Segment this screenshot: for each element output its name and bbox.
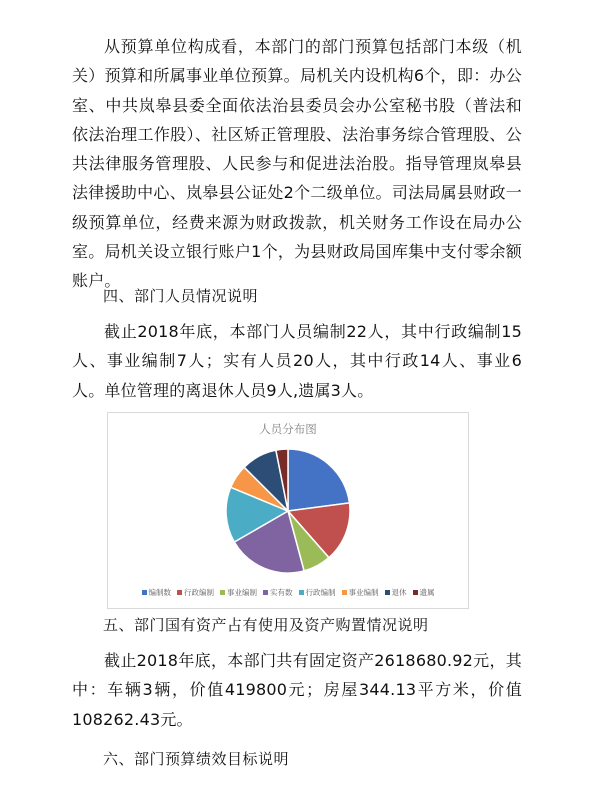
section-heading-assets: 五、部门国有资产占有使用及资产购置情况说明 [103, 616, 429, 634]
paragraph-assets: 截止2018年底，本部门共有固定资产2618680.92元，其中：车辆3辆，价值419800元；房屋344.13平方米，价值108262.43元。 [72, 651, 522, 729]
legend-label: 实有数 [270, 588, 293, 597]
legend-label: 退休 [391, 588, 407, 597]
legend-item-7 [413, 587, 435, 598]
pie-slice-0 [288, 449, 349, 511]
legend-swatch [142, 590, 147, 595]
chart-legend [108, 587, 468, 598]
legend-swatch [342, 590, 347, 595]
chart-title: 人员分布图 [259, 422, 317, 436]
paragraph-budget-units: 从预算单位构成看，本部门的部门预算包括部门本级（机关）预算和所属事业单位预算。局机关内设机构6个，即：办公室、中共岚皋县委全面依法治县委员会办公室秘书股（普法和依法治理工作股）、社区矫正管理股、法治事务综合管理股、公共法律服务管理股、人民参与和促进法治股。指导管理岚皋县法律援助中心、岚皋县公证处2个二级单位。司法局属县财政一级预算单位，经费来源为财政拨款，机关财务工作设在局办公室。局机关设立银行账户1个，为县财政局国库集中支付零余额账户。 [72, 37, 522, 291]
legend-item-6 [385, 587, 407, 598]
pie-chart-svg [108, 413, 468, 583]
legend-item-2 [220, 587, 257, 598]
legend-item-0 [142, 587, 172, 598]
legend-label: 遗属 [419, 588, 435, 597]
legend-item-4 [299, 587, 336, 598]
legend-swatch [413, 590, 418, 595]
legend-label: 事业编制 [227, 588, 257, 597]
legend-label: 行政编制 [184, 588, 214, 597]
legend-swatch [220, 590, 225, 595]
legend-item-3 [263, 587, 293, 598]
legend-item-5 [342, 587, 379, 598]
legend-label: 事业编制 [348, 588, 379, 597]
paragraph-personnel: 截止2018年底，本部门人员编制22人，其中行政编制15人、事业编制7人；实有人员20人，其中行政14人、事业6人。单位管理的离退休人员9人,遗属3人。 [72, 322, 522, 400]
personnel-pie-chart [107, 412, 469, 609]
legend-label: 编制数 [148, 588, 171, 597]
section-heading-performance: 六、部门预算绩效目标说明 [103, 750, 290, 768]
legend-swatch [299, 590, 304, 595]
legend-label: 行政编制 [305, 588, 336, 597]
legend-item-1 [177, 587, 214, 598]
legend-swatch [263, 590, 268, 595]
legend-swatch [385, 590, 390, 595]
section-heading-personnel: 四、部门人员情况说明 [103, 287, 259, 305]
legend-swatch [177, 590, 182, 595]
